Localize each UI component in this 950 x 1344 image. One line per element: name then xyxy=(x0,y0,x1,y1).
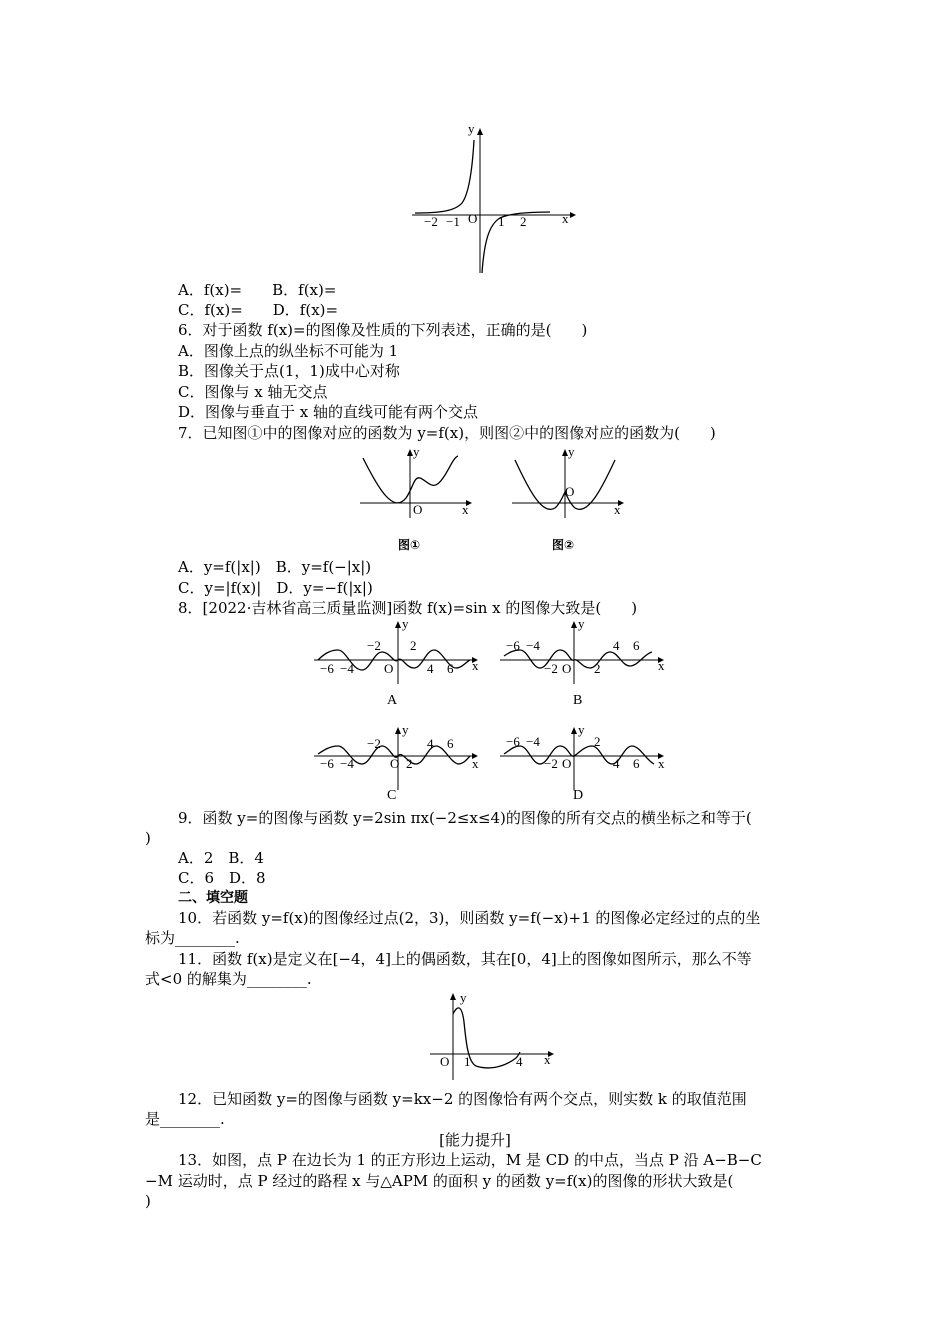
x-label: x xyxy=(544,1052,551,1067)
question-6: 6．对于函数 f(x)=的图像及性质的下列表述，正确的是( ) xyxy=(178,321,588,339)
origin-label: O xyxy=(384,661,394,676)
q7-options-ab: A．y=f(|x|) B．y=f(−|x|) xyxy=(178,558,372,576)
figure-q11-graph xyxy=(428,992,558,1082)
curve-right-branch xyxy=(482,212,550,273)
tick-label: −4 xyxy=(340,756,354,771)
figure-caption-2: 图② xyxy=(552,538,575,552)
tick-label: −6 xyxy=(506,734,520,749)
tick-label: −6 xyxy=(506,638,520,653)
x-label: x xyxy=(562,211,569,226)
option-label-c: C xyxy=(387,788,397,803)
q9-options-ab: A．2 B．4 xyxy=(178,849,264,867)
figure-q7-graph-2 xyxy=(510,444,630,518)
x-label: x xyxy=(472,756,479,771)
q6-option-b: B．图像关于点(1，1)成中心对称 xyxy=(178,362,400,380)
x-label: x xyxy=(614,502,621,517)
tick-label: 6 xyxy=(447,661,454,676)
question-7: 7．已知图①中的图像对应的函数为 y=f(x)，则图②中的图像对应的函数为( ) xyxy=(178,424,716,442)
tick-label: −1 xyxy=(446,214,460,229)
q6-option-a: A．图像上点的纵坐标不可能为 1 xyxy=(178,342,399,360)
tick-label: −4 xyxy=(340,661,354,676)
origin-label: O xyxy=(468,211,478,226)
origin-label: O xyxy=(562,661,572,676)
origin-label: O xyxy=(413,502,423,517)
question-13-cont: −M 运动时，点 P 经过的路程 x 与△APM 的面积 y 的函数 y=f(x)的图像的形状大致是( xyxy=(145,1172,734,1190)
question-10: 10．若函数 y=f(x)的图像经过点(2，3)，则函数 y=f(−x)+1 的图像必定经过的点的坐 xyxy=(178,909,761,927)
tick-label: 2 xyxy=(406,756,413,771)
tick-label: 2 xyxy=(594,661,601,676)
tick-label: 6 xyxy=(447,736,454,751)
tick-label: 1 xyxy=(464,1054,471,1069)
question-13: 13．如图，点 P 在边长为 1 的正方形边上运动，M 是 CD 的中点，当点 P 沿 A−B−C xyxy=(178,1151,762,1169)
question-11-cont: 式<0 的解集为________. xyxy=(145,970,312,988)
tick-label: 2 xyxy=(410,638,417,653)
question-12: 12．已知函数 y=的图像与函数 y=kx−2 的图像恰有两个交点，则实数 k 的取值范围 xyxy=(178,1090,747,1108)
figure-q5-graph xyxy=(410,121,580,275)
y-label: y xyxy=(460,990,467,1005)
tick-label: 6 xyxy=(633,756,640,771)
question-12-cont: 是________. xyxy=(145,1110,225,1128)
q6-option-d: D．图像与垂直于 x 轴的直线可能有两个交点 xyxy=(178,403,479,421)
figure-q8-option-c xyxy=(312,722,482,791)
tick-label: 4 xyxy=(516,1054,523,1069)
question-8: 8．[2022·吉林省高三质量监测]函数 f(x)=sin x 的图像大致是( ) xyxy=(178,599,638,617)
origin-label: O xyxy=(562,756,572,771)
figure-q8-option-d xyxy=(498,722,668,791)
tick-label: 2 xyxy=(594,734,601,749)
tick-label: 4 xyxy=(427,736,434,751)
question-13-cont-2: ) xyxy=(145,1192,151,1210)
curve-left-branch xyxy=(415,140,474,213)
question-9-cont: ) xyxy=(145,829,151,847)
y-label: y xyxy=(413,444,420,459)
tick-label: 6 xyxy=(633,638,640,653)
tick-label: −6 xyxy=(320,661,334,676)
tick-label: −4 xyxy=(526,734,540,749)
origin-label: O xyxy=(440,1054,450,1069)
y-label: y xyxy=(402,616,409,631)
tick-label: −2 xyxy=(367,736,381,751)
x-label: x xyxy=(658,658,665,673)
q5-options-cd: C．f(x)= D．f(x)= xyxy=(178,301,339,319)
figure-caption-1: 图① xyxy=(398,538,421,552)
q6-option-c: C．图像与 x 轴无交点 xyxy=(178,383,328,401)
option-label-a: A xyxy=(387,693,398,708)
figure-q7-graph-1 xyxy=(358,444,478,518)
x-label: x xyxy=(658,756,665,771)
q5-options-ab: A．f(x)= B．f(x)= xyxy=(178,281,337,299)
origin-label: O xyxy=(565,484,575,499)
y-label: y xyxy=(578,616,585,631)
q9-options-cd: C．6 D．8 xyxy=(178,869,266,887)
option-label-b: B xyxy=(573,693,583,708)
tick-label: −2 xyxy=(424,214,438,229)
section-heading-ability: [能力提升] xyxy=(439,1131,511,1149)
x-label: x xyxy=(472,658,479,673)
tick-label: −6 xyxy=(320,756,334,771)
tick-label: 4 xyxy=(427,661,434,676)
figure-q8-option-a xyxy=(312,616,482,685)
tick-label: −4 xyxy=(526,638,540,653)
tick-label: 4 xyxy=(613,756,620,771)
question-10-cont: 标为________. xyxy=(145,929,240,947)
q7-options-cd: C．y=|f(x)| D．y=−f(|x|) xyxy=(178,579,373,597)
y-label: y xyxy=(402,722,409,737)
y-label: y xyxy=(568,444,575,459)
y-label: y xyxy=(468,121,475,136)
section-heading-fill-blank: 二、填空题 xyxy=(178,890,248,906)
tick-label: −2 xyxy=(367,638,381,653)
tick-label: −2 xyxy=(544,756,558,771)
y-label: y xyxy=(578,722,585,737)
question-9: 9．函数 y=的图像与函数 y=2sin πx(−2≤x≤4)的图像的所有交点的横坐标之和等于( xyxy=(178,809,752,827)
tick-label: 2 xyxy=(520,214,527,229)
tick-label: 4 xyxy=(613,638,620,653)
tick-label: 1 xyxy=(498,214,505,229)
figure-q8-option-b xyxy=(498,616,668,685)
option-label-d: D xyxy=(573,788,584,803)
origin-label: O xyxy=(390,756,400,771)
x-label: x xyxy=(462,502,469,517)
question-11: 11．函数 f(x)是定义在[−4，4]上的偶函数，其在[0，4]上的图像如图所示，那么不等 xyxy=(178,950,752,968)
tick-label: −2 xyxy=(544,661,558,676)
